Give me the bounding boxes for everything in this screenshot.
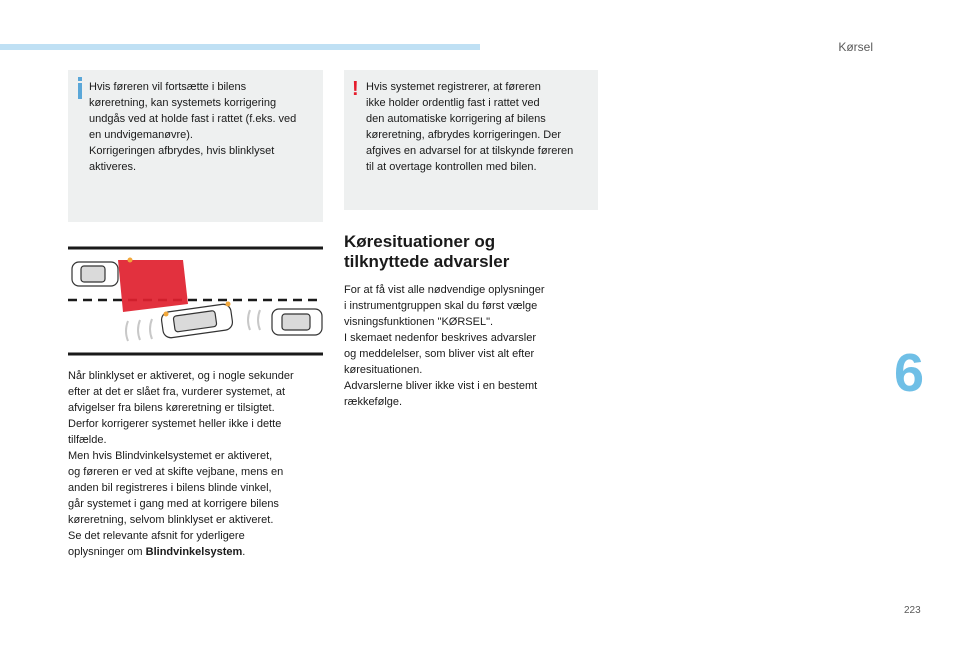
blind-spot-illustration xyxy=(68,246,323,358)
blind-spot-reference: Blindvinkelsystem xyxy=(145,546,243,558)
warning-box xyxy=(344,70,598,210)
car-right xyxy=(272,309,322,335)
warning-box-text: Hvis systemet registrerer, at føreren ikke holder ordentlig fast i rattet ved den automatiske korrigering af bilens køreretning, afbrydes korrigeringen. Der afgives en advarsel for at tilskynde føreren til at overtage kontrollen med bilen. xyxy=(366,81,574,173)
info-box xyxy=(68,70,323,222)
section-title: Kørsel xyxy=(838,40,873,54)
chapter-number: 6 xyxy=(894,343,925,403)
right-paragraph: For at få vist alle nødvendige oplysninger i instrumentgruppen skal du først vælge visningsfunktionen "KØRSEL". I skemaet nedenfor beskrives advarsler og meddelelser, som bliver vist alt efter køresituationen. Advarslerne bliver ikke vist i en bestemt rækkefølge. xyxy=(344,284,545,408)
left-paragraph xyxy=(68,368,323,560)
section-heading: Køresituationer og tilknyttede advarsler xyxy=(344,232,510,271)
header-bar xyxy=(0,44,480,50)
car-middle xyxy=(161,303,234,338)
info-box-text: Hvis føreren vil fortsætte i bilens køreretning, kan systemets korrigering undgås ved at holde fast i rattet (f.eks. ved en undvigemanøvre). Korrigeringen afbrydes, hvis blinklyset aktiveres. xyxy=(89,81,297,173)
left-paragraph-period: . xyxy=(242,546,246,558)
left-paragraph-text: Når blinklyset er aktiveret, og i nogle sekunder efter at det er slået fra, vurderer systemet, at afvigelser fra bilens køreretning er tilsigtet. Derfor korrigerer systemet heller ikke i dette tilfælde. Men hvis Blindvinkelsystemet er aktiveret, og føreren er ved at skifte vejbane, mens en anden bil registreres i bilens blinde vinkel, går systemet i gang med at korrigere bilens køreretning, selvom blinklyset er aktiveret. Se det relevante afsnit for yderligere oplysninger om xyxy=(68,370,294,558)
car-left xyxy=(72,262,118,286)
page-number: 223 xyxy=(904,605,921,616)
warning-icon: ! xyxy=(352,78,359,100)
info-icon xyxy=(78,83,82,99)
